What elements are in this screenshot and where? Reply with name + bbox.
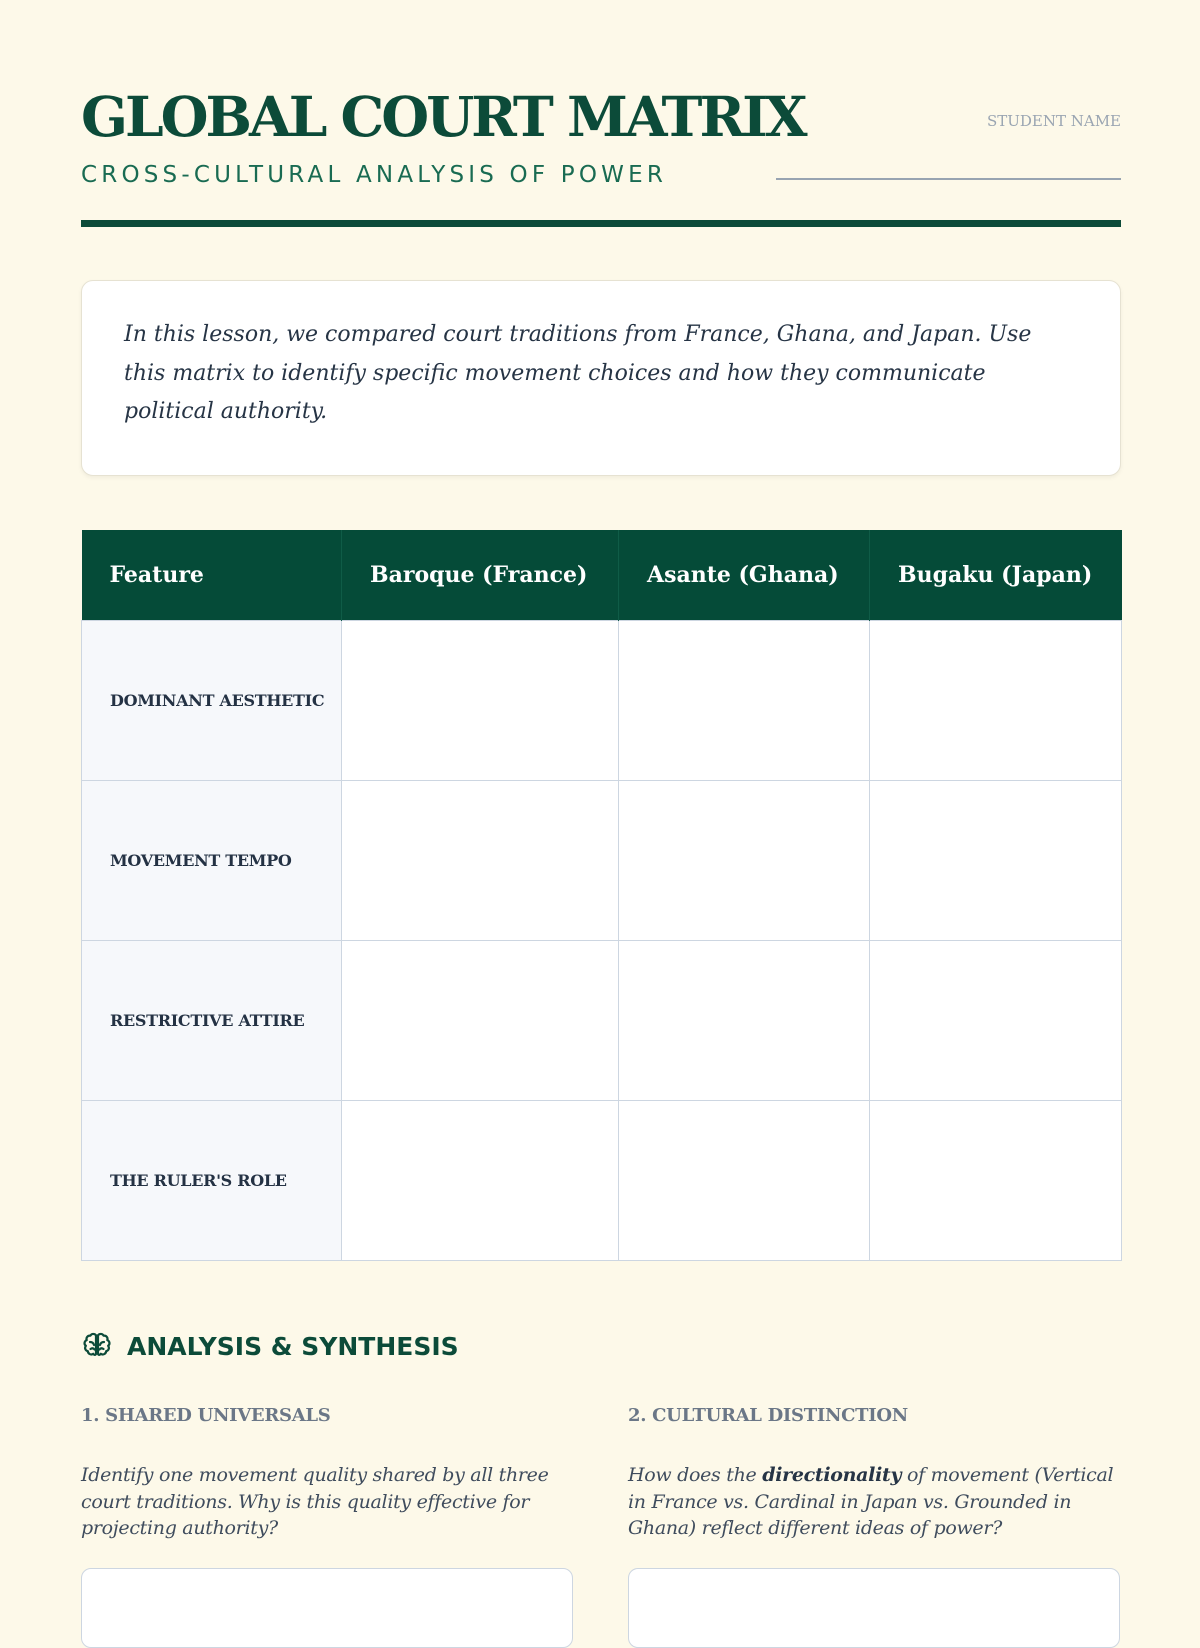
analysis-title: ANALYSIS & SYNTHESIS: [127, 1331, 459, 1361]
table-header-row: [82, 530, 1122, 620]
table-row: [82, 1100, 1122, 1260]
row-label: MOVEMENT TEMPO: [82, 780, 342, 940]
question-text: [628, 1462, 1120, 1542]
answer-cell[interactable]: [342, 940, 619, 1100]
table-row: [82, 620, 1122, 780]
student-name-field[interactable]: [776, 178, 1121, 180]
student-name-label: STUDENT NAME: [986, 112, 1121, 130]
analysis-heading: [81, 1328, 459, 1364]
intro-card: [81, 280, 1121, 476]
question-text: Identify one movement quality shared by all three court traditions. Why is this quality effective for projecting authority?: [81, 1464, 549, 1539]
page-subtitle: CROSS-CULTURAL ANALYSIS OF POWER: [81, 162, 668, 188]
answer-cell[interactable]: [870, 620, 1122, 780]
question-text-start: How does the: [628, 1464, 763, 1486]
court-matrix-table: [81, 530, 1122, 1261]
answer-cell[interactable]: [619, 780, 870, 940]
question-text-end: of movement (Vertical in France vs. Cardinal in Japan vs. Grounded in Ghana) reflect different ideas of power?: [628, 1464, 1114, 1539]
column-header-baroque: Baroque (France): [342, 530, 619, 620]
table-row: [82, 940, 1122, 1100]
question-cultural-distinction: [628, 1405, 1120, 1542]
answer-cell[interactable]: [619, 940, 870, 1100]
answer-cell[interactable]: [870, 780, 1122, 940]
question-text-emphasis: directionality: [762, 1464, 902, 1486]
question-label: 1. SHARED UNIVERSALS: [81, 1405, 331, 1426]
intro-text: In this lesson, we compared court traditions from France, Ghana, and Japan. Use this matrix to identify specific movement choices and how they communicate political authority.: [124, 322, 1032, 424]
column-header-asante: Asante (Ghana): [619, 530, 870, 620]
row-label: DOMINANT AESTHETIC: [82, 620, 342, 780]
column-header-bugaku: Bugaku (Japan): [870, 530, 1122, 620]
row-label: RESTRICTIVE ATTIRE: [82, 940, 342, 1100]
answer-box-cultural-distinction[interactable]: [628, 1568, 1120, 1648]
answer-cell[interactable]: [342, 780, 619, 940]
answer-cell[interactable]: [870, 940, 1122, 1100]
answer-cell[interactable]: [342, 1100, 619, 1260]
answer-cell[interactable]: [342, 620, 619, 780]
brain-icon: [81, 1330, 113, 1362]
header-divider: [81, 220, 1121, 227]
question-label: 2. CULTURAL DISTINCTION: [628, 1405, 908, 1426]
question-shared-universals: [81, 1405, 573, 1542]
column-header-feature: Feature: [82, 530, 342, 620]
row-label: THE RULER'S ROLE: [82, 1100, 342, 1260]
header: [81, 82, 1121, 227]
answer-cell[interactable]: [870, 1100, 1122, 1260]
answer-cell[interactable]: [619, 1100, 870, 1260]
page-title: GLOBAL COURT MATRIX: [81, 84, 805, 149]
answer-cell[interactable]: [619, 620, 870, 780]
worksheet-page: [81, 0, 1121, 1600]
answer-box-shared-universals[interactable]: [81, 1568, 573, 1648]
table-row: [82, 780, 1122, 940]
